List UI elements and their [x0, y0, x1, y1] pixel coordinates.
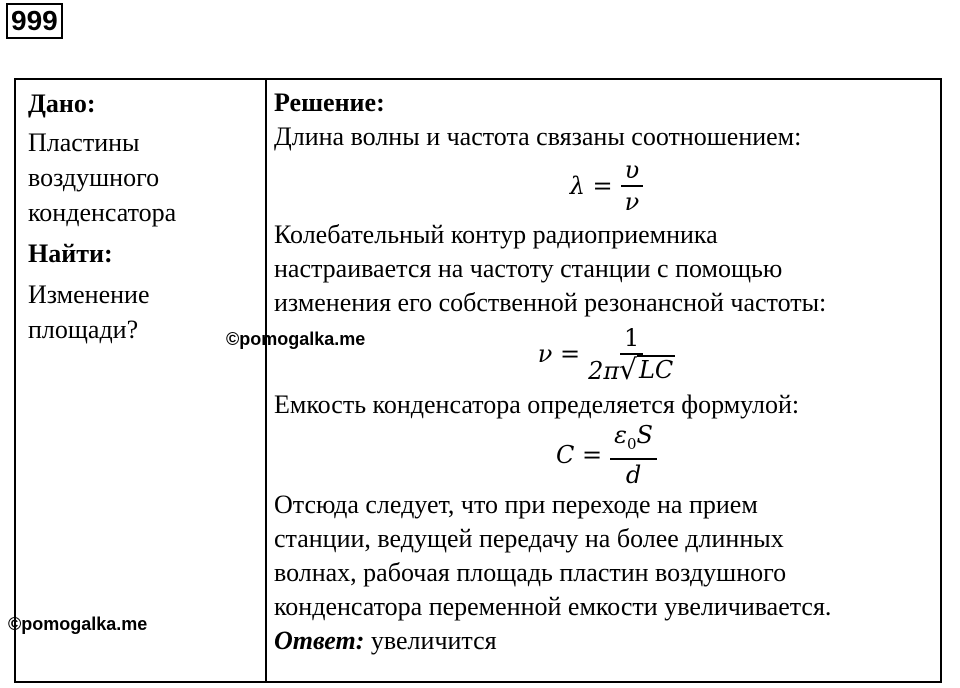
formula-lhs: C =: [556, 441, 603, 469]
formula-fraction: [588, 323, 675, 386]
epsilon-subscript: 0: [627, 434, 637, 453]
given-column: [28, 86, 258, 347]
watermark: ©pomogalka.me: [226, 329, 366, 349]
text-line: изменения его собственной резонансной частоты:: [274, 288, 827, 317]
formula-lhs: λ =: [569, 172, 613, 200]
watermark: ©pomogalka.me: [8, 614, 148, 634]
area-symbol: S: [636, 420, 653, 449]
answer-label: Ответ:: [274, 626, 365, 655]
solution-paragraph-4: [274, 488, 939, 624]
text-line: Колебательный контур радиоприемника: [274, 220, 718, 249]
formula-numerator: υ: [621, 155, 644, 187]
formula-fraction: [610, 420, 657, 491]
formula-lhs: ν =: [537, 340, 581, 368]
formula-numerator: [610, 420, 657, 461]
square-root: √ LC: [619, 352, 674, 386]
formula-denominator: ν: [624, 188, 640, 216]
find-line: площади?: [28, 315, 139, 344]
text-line: настраивается на частоту станции с помощью: [274, 254, 783, 283]
text-line: Отсюда следует, что при переходе на прием: [274, 490, 758, 519]
answer-line: [274, 624, 939, 658]
solution-column: [274, 86, 939, 658]
find-line: Изменение: [28, 280, 150, 309]
root-argument: LC: [638, 355, 674, 384]
text-line: конденсатора переменной емкости увеличивается.: [274, 592, 832, 621]
formula-capacitance: [274, 422, 939, 488]
formula-frequency: [274, 320, 939, 388]
solution-table: [14, 78, 942, 683]
given-line: воздушного: [28, 163, 160, 192]
formula-denominator-coef: 2π: [588, 356, 620, 385]
epsilon-symbol: ε: [614, 420, 627, 449]
solution-paragraph-3: Емкость конденсатора определяется формулой:: [274, 390, 800, 419]
formula-fraction: [621, 155, 644, 217]
formula-denominator: d: [625, 461, 642, 490]
solution-heading: Решение:: [274, 88, 385, 117]
formula-denominator: [588, 352, 675, 386]
problem-number: 999: [6, 3, 63, 39]
formula-numerator: 1: [620, 323, 643, 355]
given-line: конденсатора: [28, 198, 177, 227]
solution-paragraph-1: Длина волны и частота связаны соотношением:: [274, 122, 802, 151]
given-line: Пластины: [28, 128, 140, 157]
text-line: станции, ведущей передачу на более длинных: [274, 524, 784, 553]
formula-wavelength: [274, 154, 939, 218]
text-line: волнах, рабочая площадь пластин воздушного: [274, 558, 787, 587]
find-heading: Найти:: [28, 239, 113, 268]
given-heading: Дано:: [28, 89, 96, 118]
answer-value: увеличится: [370, 626, 497, 655]
column-divider: [265, 80, 267, 681]
solution-paragraph-2: [274, 218, 939, 320]
